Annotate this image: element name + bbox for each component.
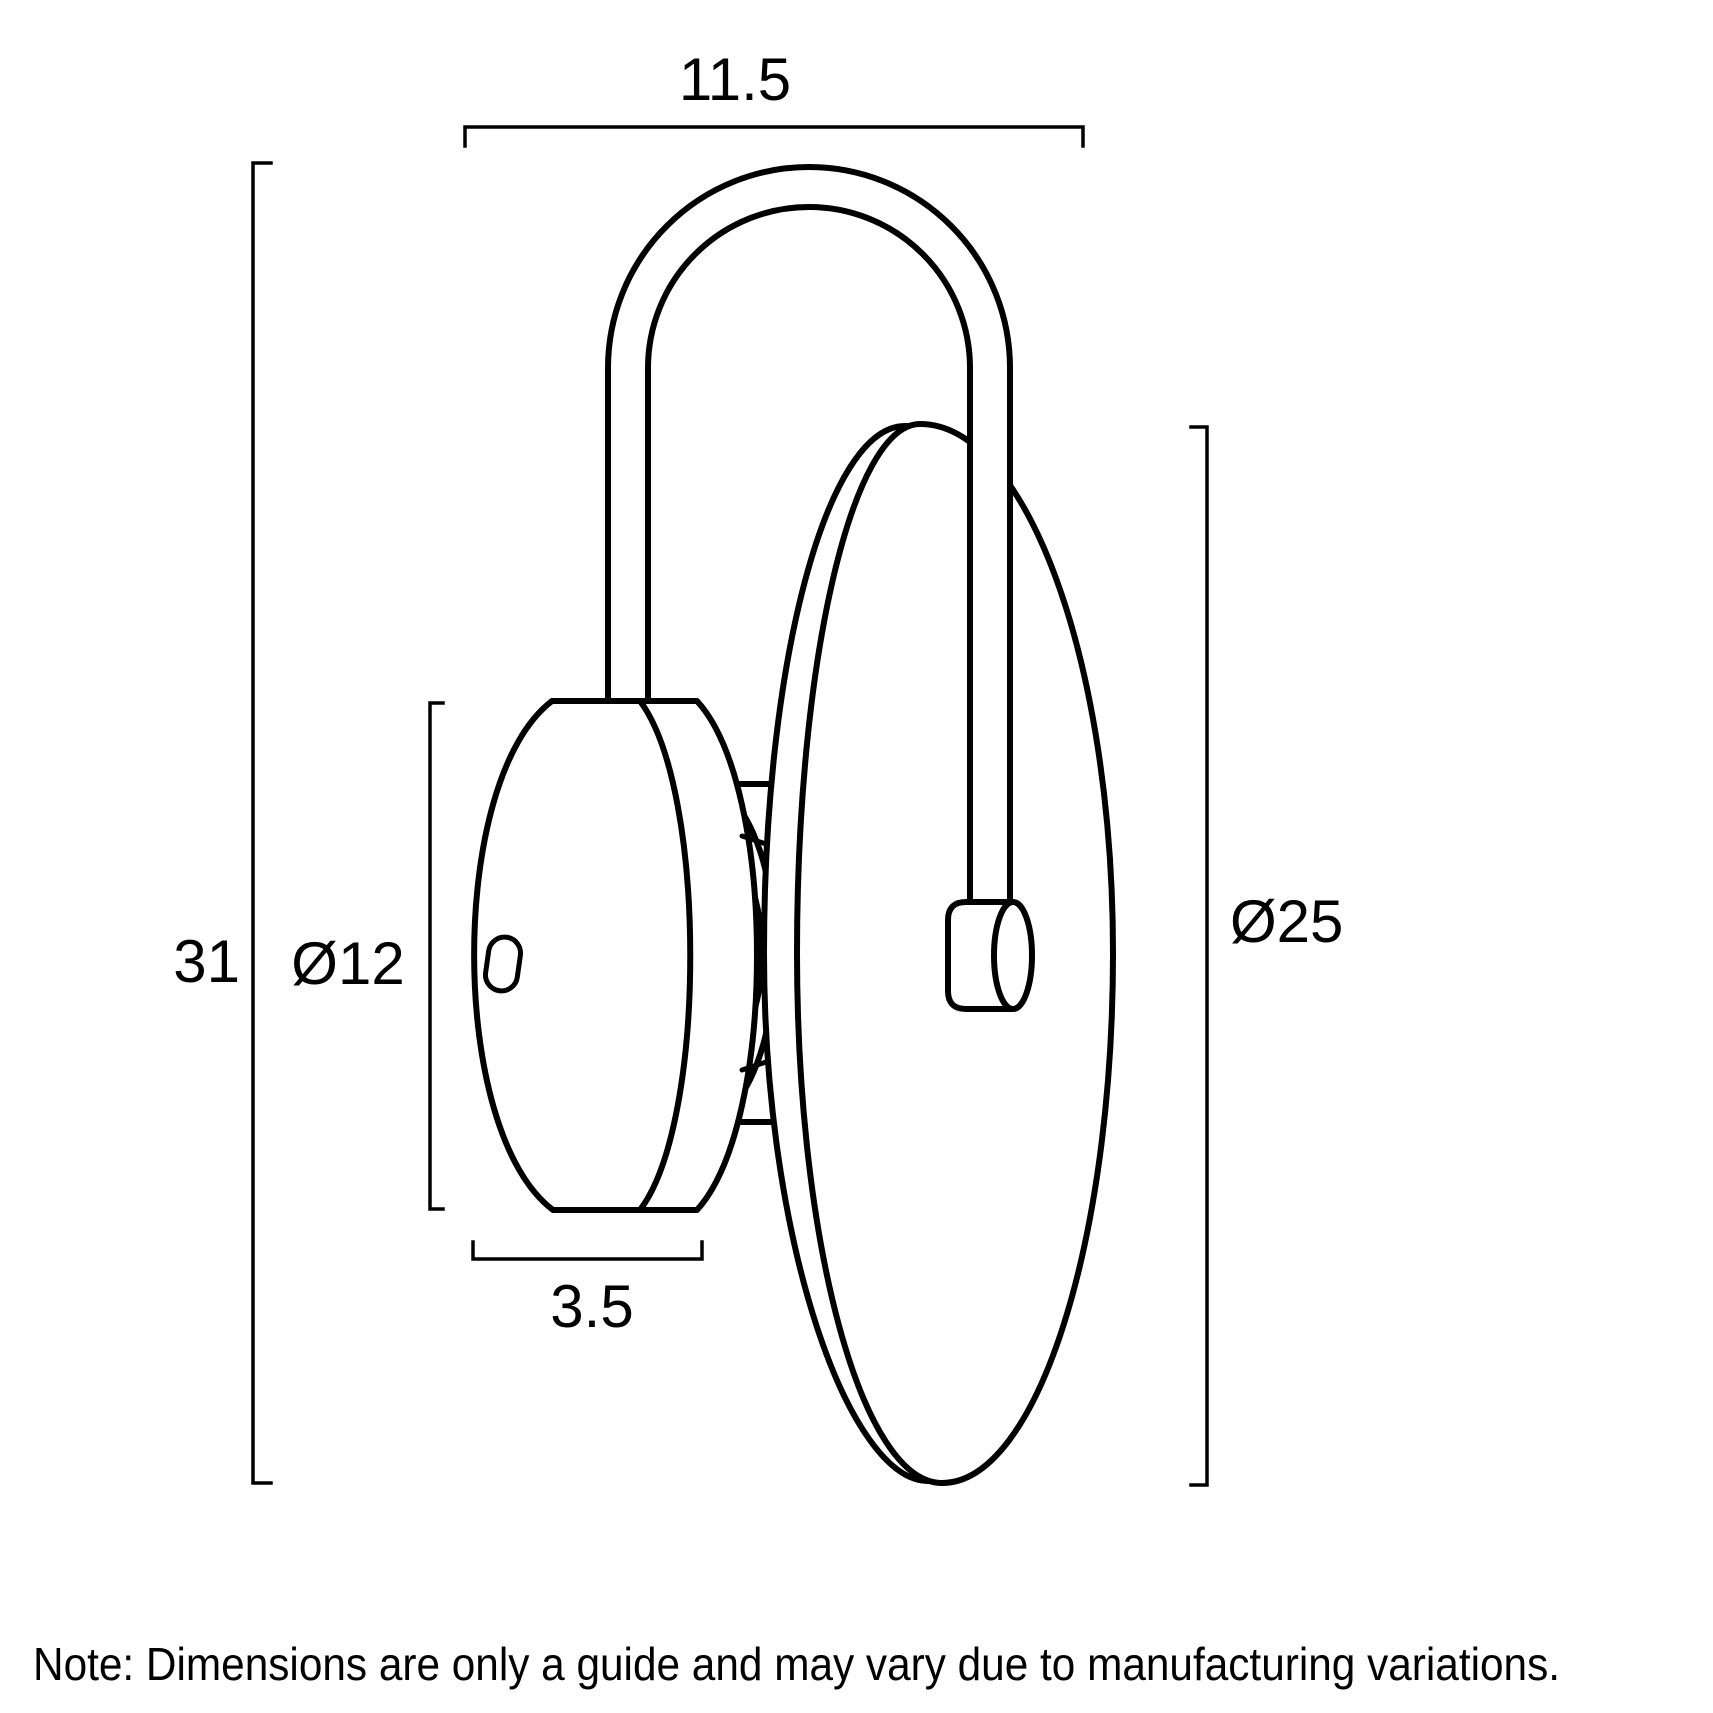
knob-rim-ellipse: [994, 902, 1032, 1009]
manufacturing-note: Note: Dimensions are only a guide and may vary due to manufacturing variations.: [33, 1638, 1560, 1690]
shade-diameter-label: Ø25: [1230, 888, 1344, 955]
dimension-line-shade-diameter: [1191, 427, 1207, 1485]
canopy-slot: [483, 935, 522, 993]
dimension-line-canopy-diameter: [430, 703, 443, 1209]
overall-width-label: 11.5: [678, 46, 792, 113]
canopy-diameter-label: Ø12: [291, 930, 405, 997]
dimension-line-overall-height: [253, 163, 271, 1483]
arm-knob: [948, 902, 1032, 1009]
dimension-line-overall-width: [465, 127, 1083, 146]
dimension-line-canopy-depth: [473, 1242, 702, 1259]
canopy-depth-label: 3.5: [550, 1273, 634, 1340]
overall-height-label: 31: [173, 928, 240, 995]
